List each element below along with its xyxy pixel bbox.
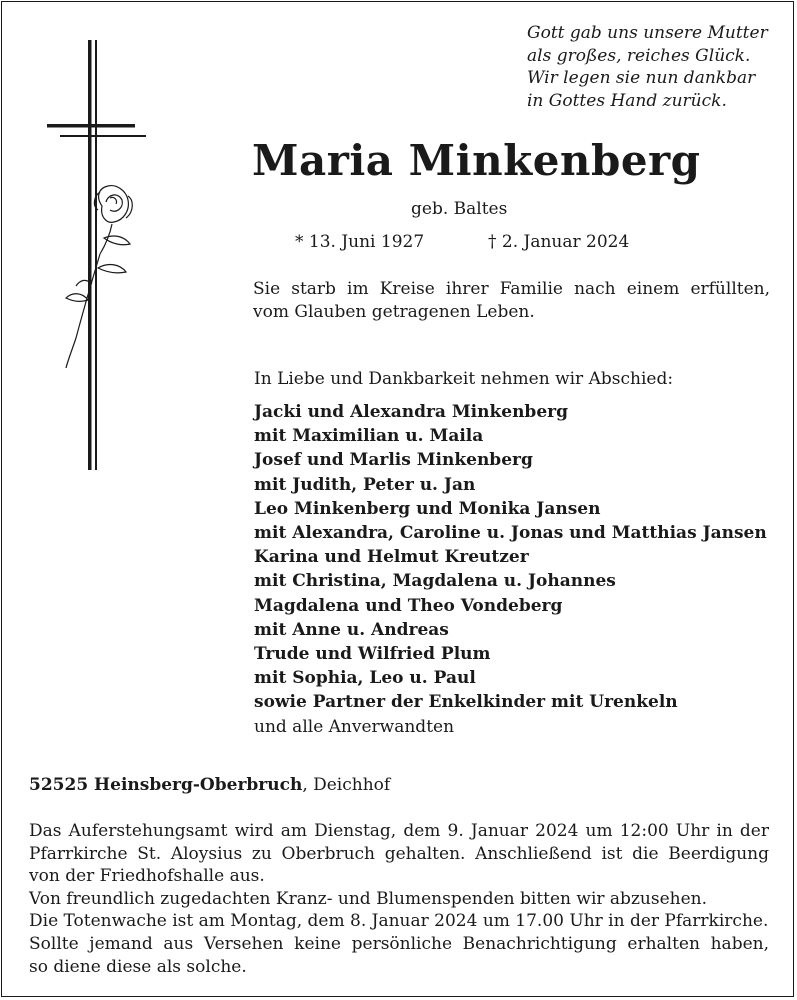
service-line: Das Auferstehungsamt wird am Dienstag, dem 9. Januar 2024 um 12:00 Uhr in der xyxy=(29,821,769,841)
birth-name: geb. Baltes xyxy=(411,199,508,219)
poem xyxy=(527,22,768,112)
poem-line: Gott gab uns unsere Mutter xyxy=(527,23,768,43)
service-info xyxy=(29,820,769,978)
service-line: Sollte jemand aus Versehen keine persönliche Benachrichtigung erhalten haben, xyxy=(29,933,769,954)
mourner-line: mit Alexandra, Caroline u. Jonas und Matthias Jansen xyxy=(254,523,767,544)
mourner-line: mit Sophia, Leo u. Paul xyxy=(254,668,476,689)
farewell-text: In Liebe und Dankbarkeit nehmen wir Abschied: xyxy=(254,369,674,389)
address xyxy=(29,775,390,795)
mourner-line: Magdalena und Theo Vondeberg xyxy=(254,595,563,616)
address-city: 52525 Heinsberg-Oberbruch xyxy=(29,775,303,795)
mourner-line: mit Anne u. Andreas xyxy=(254,619,449,640)
mourner-line: Josef und Marlis Minkenberg xyxy=(254,450,533,471)
service-line: Pfarrkirche St. Aloysius zu Oberbruch gehalten. Anschließend ist die Beerdigung xyxy=(29,843,769,864)
service-line: so diene diese als solche. xyxy=(29,956,247,977)
address-street: , Deichhof xyxy=(302,775,391,795)
mourner-line: mit Christina, Magdalena u. Johannes xyxy=(254,571,616,592)
intro-line: Sie starb im Kreise ihrer Familie nach einem erfüllten, xyxy=(253,279,770,299)
mourner-line: Karina und Helmut Kreutzer xyxy=(254,547,529,568)
deceased-name: Maria Minkenberg xyxy=(252,136,701,185)
intro-text xyxy=(253,278,770,324)
death-date: † 2. Januar 2024 xyxy=(488,232,630,252)
relatives-line: und alle Anverwandten xyxy=(254,716,455,737)
mourner-line: Trude und Wilfried Plum xyxy=(254,644,491,665)
mourners-list xyxy=(254,400,767,739)
cross-with-rose-icon xyxy=(40,38,150,478)
poem-line: Wir legen sie nun dankbar xyxy=(527,68,756,88)
poem-line: in Gottes Hand zurück. xyxy=(527,90,727,111)
mourner-line: Jacki und Alexandra Minkenberg xyxy=(254,402,568,422)
mourner-line: sowie Partner der Enkelkinder mit Urenkeln xyxy=(254,692,678,713)
mourner-line: mit Maximilian u. Maila xyxy=(254,426,484,447)
intro-line: vom Glauben getragenen Leben. xyxy=(253,302,535,322)
mourner-line: mit Judith, Peter u. Jan xyxy=(254,474,476,495)
service-line: Die Totenwache ist am Montag, dem 8. Januar 2024 um 17.00 Uhr in der Pfarrkirche. xyxy=(29,911,769,932)
service-line: Von freundlich zugedachten Kranz- und Blumenspenden bitten wir abzusehen. xyxy=(29,888,707,909)
mourner-line: Leo Minkenberg und Monika Jansen xyxy=(254,498,601,519)
birth-date: * 13. Juni 1927 xyxy=(295,232,425,252)
service-line: von der Friedhofshalle aus. xyxy=(29,866,265,887)
poem-line: als großes, reiches Glück. xyxy=(527,45,751,66)
